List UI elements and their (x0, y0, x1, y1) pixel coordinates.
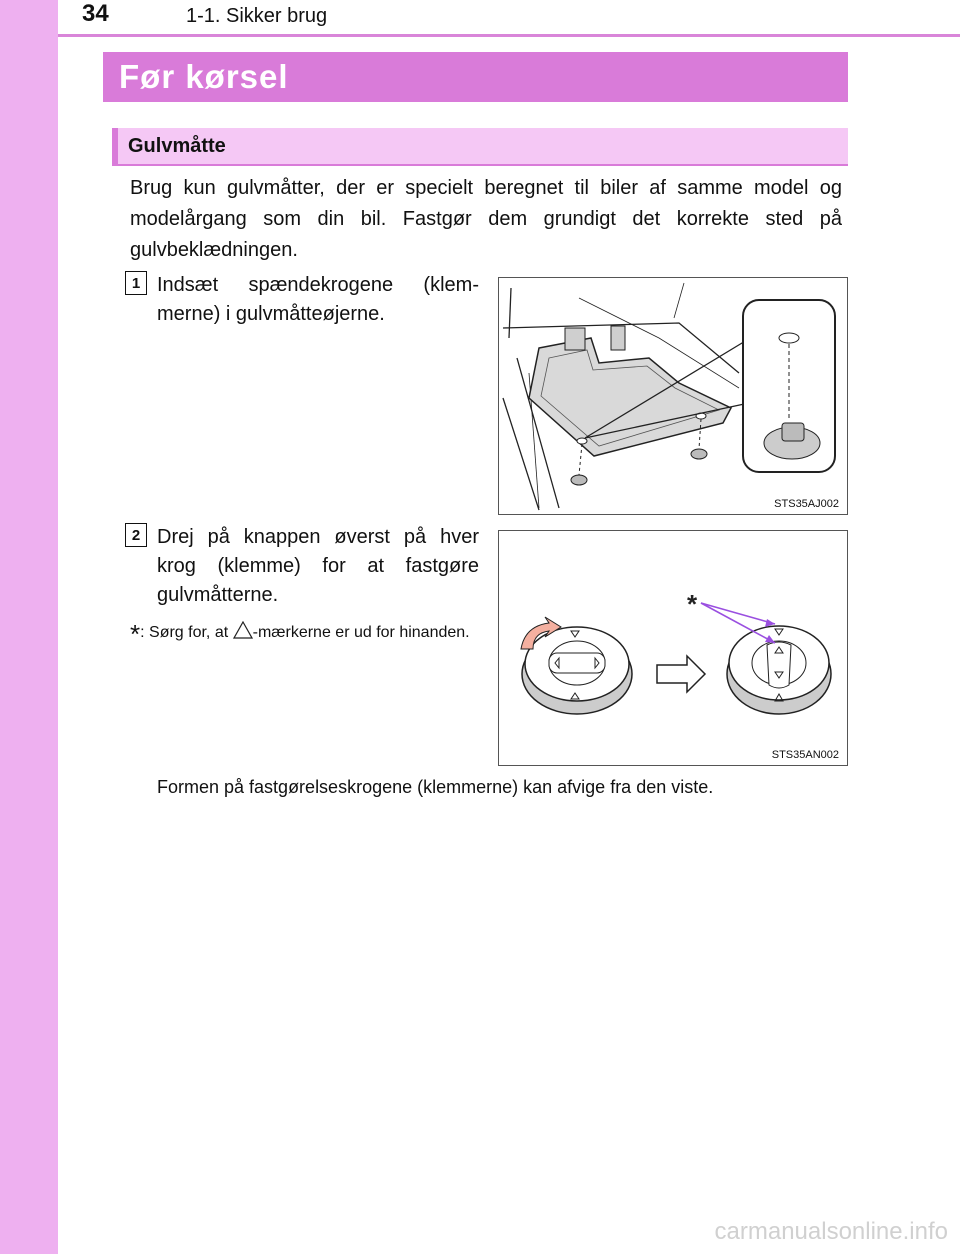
figure-code: STS35AJ002 (774, 498, 839, 510)
page-number: 34 (82, 0, 109, 27)
figure-code: STS35AN002 (771, 749, 839, 761)
note-star: * (130, 619, 141, 649)
side-tab-strip (0, 0, 58, 1254)
step-2-badge: 2 (125, 523, 147, 547)
step-2-text: Drej på knappen øverst på hver krog (klemme) for at fastgøre gulvmåtterne. (157, 526, 479, 606)
triangle-mark-icon (233, 621, 253, 639)
knob-illustration (499, 531, 849, 767)
figure-floor-mat-hooks (498, 277, 848, 515)
floor-mat-illustration (499, 278, 849, 516)
header-divider (58, 34, 960, 37)
subsection-title: Gulvmåtte (112, 128, 848, 166)
note-prefix: : Sørg for, at (140, 624, 229, 641)
step-1-badge: 1 (125, 271, 147, 295)
section-title: Før kørsel (103, 52, 848, 102)
note (130, 620, 482, 647)
chapter-title: 1-1. Sikker brug (186, 5, 328, 27)
watermark: carmanualsonline.info (714, 1218, 948, 1245)
step-1-text: Indsæt spændekrogene (klemmerne) i gulvmåtteøjerne. (157, 274, 479, 325)
closing-note: Formen på fastgørelseskrogene (klemmerne) kan afvige fra den viste. (157, 777, 714, 797)
figure-turn-knob (498, 530, 848, 766)
figure-star: * (687, 589, 698, 619)
note-suffix: -mærkerne er ud for hinanden. (252, 624, 470, 641)
intro-paragraph: Brug kun gulvmåtter, der er specielt beregnet til biler af samme model og modelårgang som din bil. Fastgør dem grundigt det korrekte sted på gulvbeklædningen. (130, 177, 842, 261)
